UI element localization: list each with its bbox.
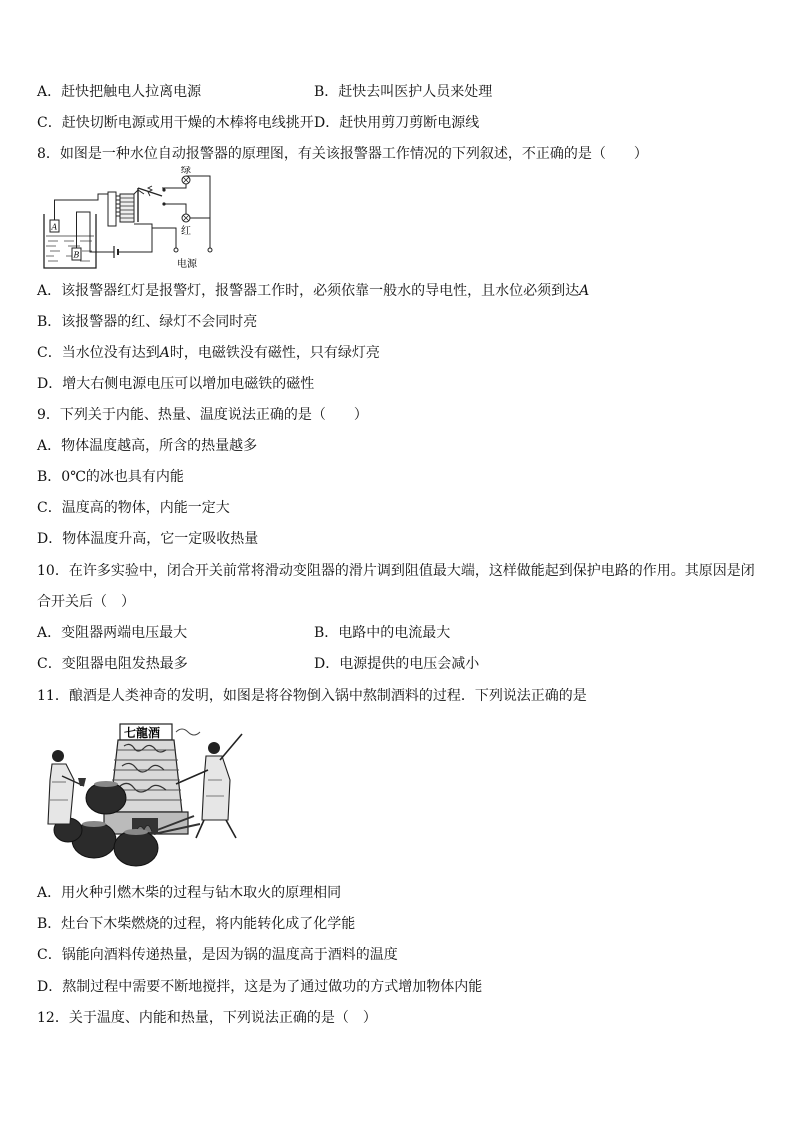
wine-brewing-illustration (44, 720, 250, 870)
red-light-label: 红 (181, 226, 191, 237)
water-alarm-circuit-figure (40, 166, 220, 272)
q8-option-d: D．增大右侧电源电压可以增加电磁铁的磁性 (37, 376, 315, 392)
q11-stem: 11．酿酒是人类神奇的发明，如图是将谷物倒入锅中熬制酒料的过程．下列说法正确的是 (37, 688, 587, 704)
q7-option-d: D．赶快用剪刀剪断电源线 (314, 115, 480, 131)
q10-stem-line1: 10．在许多实验中，闭合开关前常将滑动变阻器的滑片调到阻值最大端，这样做能起到保护电路的作用。其原因是闭 (37, 563, 755, 579)
q8-option-a (37, 282, 589, 300)
q11-option-b: B．灶台下木柴燃烧的过程，将内能转化成了化学能 (37, 916, 356, 932)
q12-stem: 12．关于温度、内能和热量，下列说法正确的是（ ） (37, 1010, 377, 1026)
green-light-label: 绿 (181, 166, 191, 176)
q8-option-c-post: 时，电磁铁没有磁性，只有绿灯亮 (169, 345, 380, 361)
electrode-a-label: A (51, 222, 58, 232)
q8-option-c-var: A (159, 345, 170, 361)
q8-option-c (37, 344, 380, 362)
q9-stem: 9．下列关于内能、热量、温度说法正确的是（ ） (37, 407, 368, 423)
q7-option-a: A．赶快把触电人拉离电源 (37, 84, 202, 100)
q10-option-d: D．电源提供的电压会减小 (314, 656, 480, 672)
q7-option-c: C．赶快切断电源或用干燥的木棒将电线挑开 (37, 115, 314, 131)
q11-option-d: D．熬制过程中需要不断地搅拌，这是为了通过做功的方式增加物体内能 (37, 979, 483, 995)
q7-option-b: B．赶快去叫医护人员来处理 (314, 84, 493, 100)
q10-option-b: B．电路中的电流最大 (314, 625, 451, 641)
power-source-label: 电源 (177, 259, 197, 270)
q8-option-a-text: A．该报警器红灯是报警灯，报警器工作时，必须依靠一般水的导电性，且水位必须到达 (37, 283, 580, 299)
q8-stem: 8．如图是一种水位自动报警器的原理图，有关该报警器工作情况的下列叙述，不正确的是（ ） (37, 146, 648, 162)
electrode-b-label: B (73, 250, 80, 260)
q10-stem-line2: 合开关后（ ） (37, 594, 135, 610)
q10-option-a: A．变阻器两端电压最大 (37, 625, 188, 641)
q8-option-b: B．该报警器的红、绿灯不会同时亮 (37, 314, 258, 330)
q9-option-b: B．0℃的冰也具有内能 (37, 469, 184, 485)
q10-option-c: C．变阻器电阻发热最多 (37, 656, 188, 672)
q9-option-a: A．物体温度越高，所含的热量越多 (37, 438, 258, 454)
q9-option-d: D．物体温度升高，它一定吸收热量 (37, 531, 259, 547)
q9-option-c: C．温度高的物体，内能一定大 (37, 500, 230, 516)
q11-option-c: C．锅能向酒料传递热量，是因为锅的温度高于酒料的温度 (37, 947, 398, 963)
q11-option-a: A．用火种引燃木柴的过程与钻木取火的原理相同 (37, 885, 342, 901)
q8-option-a-var: A (579, 283, 590, 299)
wine-sign-label: 七龍酒 (124, 726, 161, 740)
q8-option-c-pre: C．当水位没有达到 (37, 345, 160, 361)
